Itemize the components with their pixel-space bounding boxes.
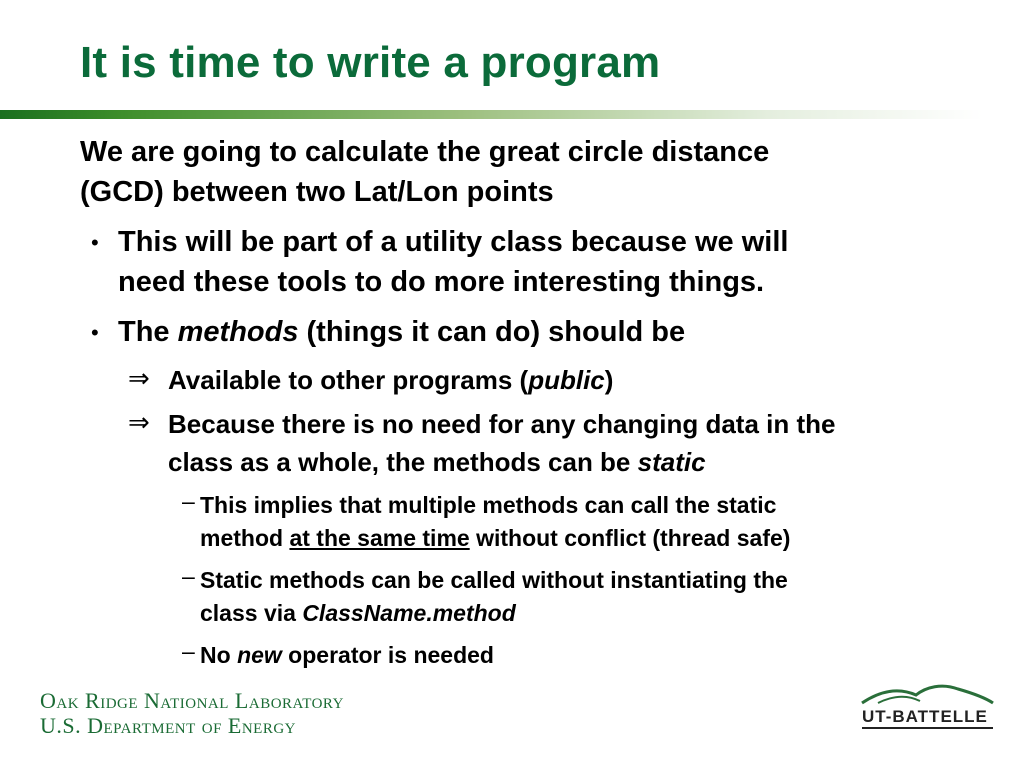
sub1-prefix: Available to other programs ( (168, 365, 529, 395)
title-divider (0, 110, 1024, 119)
sub1-line (168, 361, 613, 399)
subsub2-emphasis: ClassName.method (302, 600, 516, 626)
subsub2-line-2 (200, 596, 516, 630)
subsub3-prefix: No (200, 642, 238, 668)
footer-org-line-2: U.S. Department of Energy (40, 713, 297, 738)
sub1-emphasis: public (528, 365, 605, 395)
bullet2-prefix: The (118, 316, 178, 348)
subsub1-prefix: method (200, 525, 290, 551)
subsub3-line (200, 638, 494, 672)
slide-title: It is time to write a program (80, 38, 661, 87)
dash-icon: – (182, 488, 195, 514)
bullet1-line-1: This will be part of a utility class because we will (118, 226, 789, 258)
sub2-line-1: Because there is no need for any changing data in the (168, 409, 836, 439)
subsub1-line-1: This implies that multiple methods can call the static (200, 492, 777, 518)
sub2-line-2 (168, 443, 706, 481)
sub1-suffix: ) (604, 365, 614, 395)
bullet2-suffix: (things it can do) should be (298, 316, 686, 348)
intro-line-2: (GCD) between two Lat/Lon points (80, 176, 554, 208)
bullet2-line (118, 312, 685, 352)
subsub3-emphasis: new (237, 642, 282, 668)
sub2-emphasis: static (637, 447, 706, 477)
footer-org-line-1: Oak Ridge National Laboratory (40, 688, 344, 713)
double-arrow-icon: ⇒ (128, 407, 150, 437)
logo-text: UT-BATTELLE (862, 707, 988, 726)
bullet2-emphasis: methods (177, 316, 299, 348)
bullet1-line-2: need these tools to do more interesting things. (118, 266, 765, 298)
subsub3-suffix: operator is needed (281, 642, 494, 668)
dash-icon: – (182, 563, 195, 589)
double-arrow-icon: ⇒ (128, 363, 150, 393)
footer-organization (40, 688, 344, 738)
dash-icon: – (182, 638, 195, 664)
subsub1-suffix: without conflict (thread safe) (469, 525, 791, 551)
subsub2-line-1: Static methods can be called without instantiating the (200, 567, 788, 593)
subsub2-prefix: class via (200, 600, 303, 626)
bullet-dot-icon: • (91, 320, 99, 345)
subsub1-underline: at the same time (289, 525, 470, 551)
bullet-dot-icon: • (91, 230, 99, 255)
subsub1-line-2 (200, 521, 790, 555)
intro-line-1: We are going to calculate the great circle distance (80, 136, 770, 168)
sub2-prefix: class as a whole, the methods can be (168, 447, 638, 477)
